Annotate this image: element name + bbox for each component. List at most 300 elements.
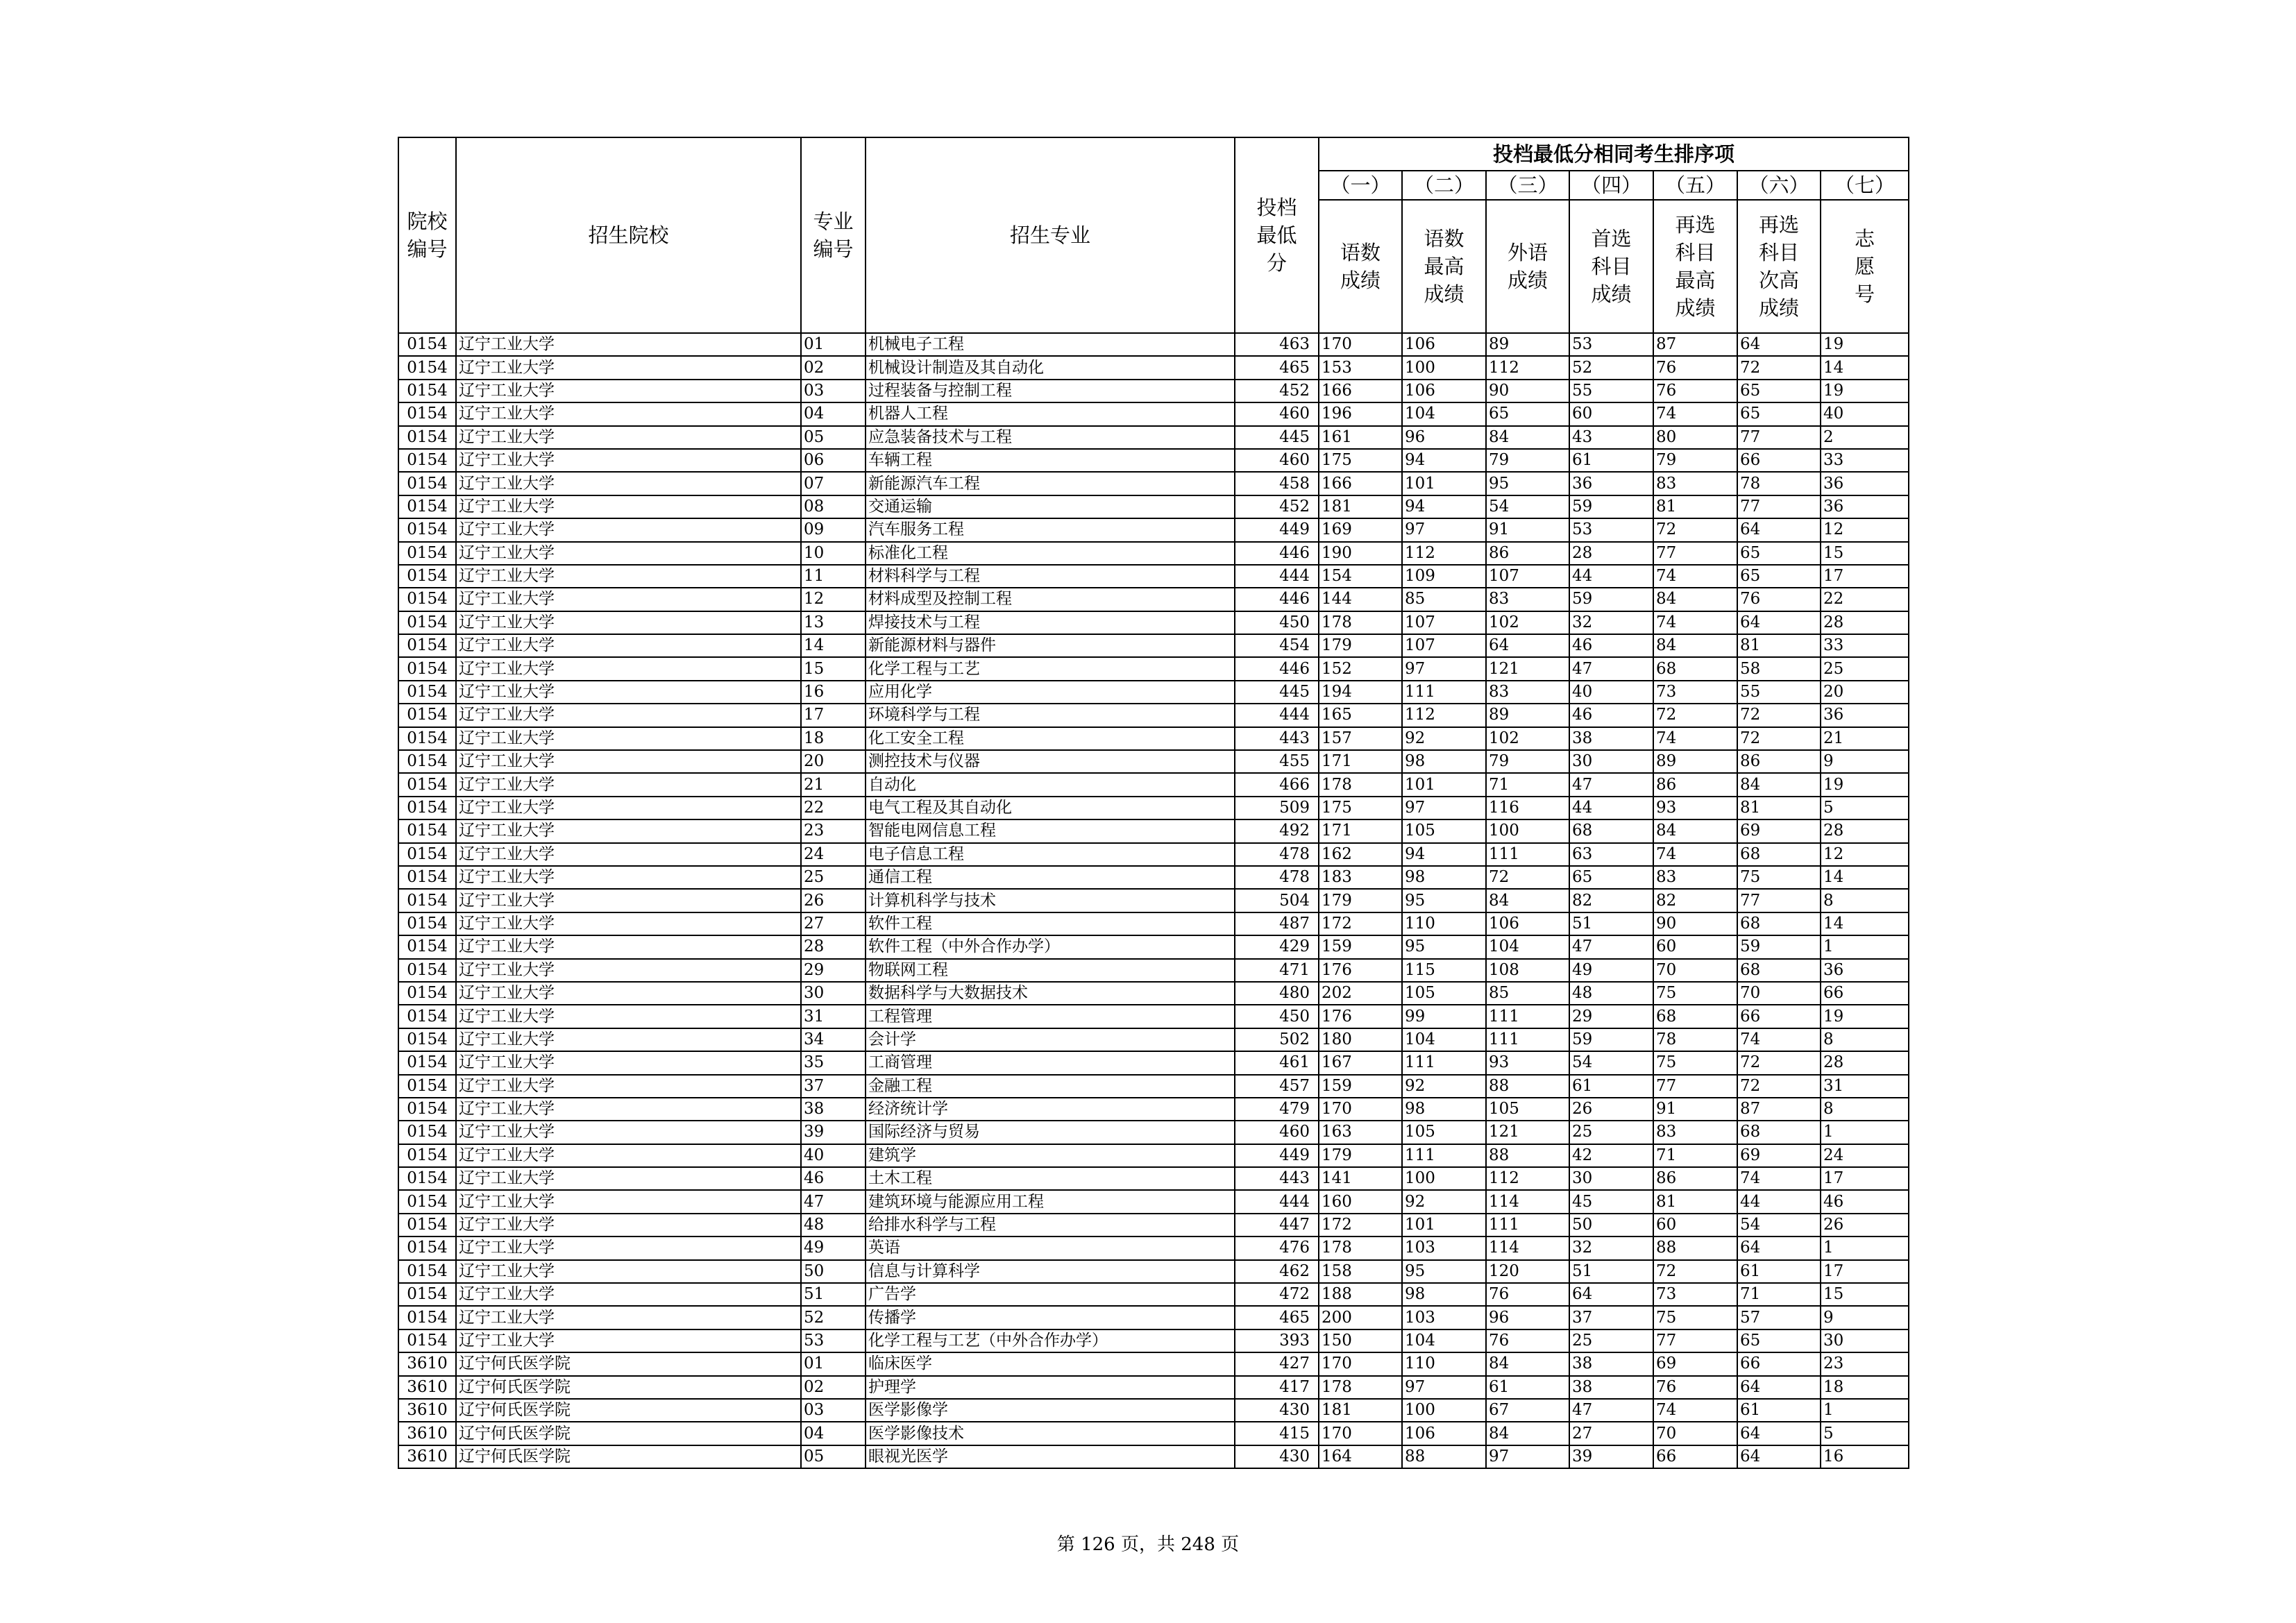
cell-school-name: 辽宁工业大学: [456, 1306, 801, 1329]
cell-reselect-max: 84: [1653, 588, 1737, 611]
cell-yushu-score: 178: [1319, 1237, 1402, 1259]
cell-reselect-second: 68: [1737, 912, 1821, 935]
cell-major-name: 新能源汽车工程: [866, 472, 1235, 495]
cell-min-score: 460: [1235, 449, 1319, 472]
cell-yushu-max: 94: [1402, 495, 1486, 518]
table-row: [398, 1214, 1909, 1237]
cell-school-code: 0154: [398, 1167, 456, 1190]
cell-yushu-score: 200: [1319, 1306, 1402, 1329]
cell-major-code: 02: [801, 1376, 866, 1399]
table-body: [398, 333, 1909, 1468]
cell-min-score: 478: [1235, 866, 1319, 889]
cell-foreign-lang: 121: [1486, 657, 1569, 680]
cell-reselect-second: 59: [1737, 935, 1821, 958]
cell-school-name: 辽宁工业大学: [456, 750, 801, 773]
cell-reselect-max: 86: [1653, 1167, 1737, 1190]
cell-major-name: 建筑学: [866, 1144, 1235, 1167]
cell-choice-no: 1: [1821, 1399, 1909, 1422]
cell-reselect-second: 77: [1737, 426, 1821, 449]
cell-foreign-lang: 79: [1486, 750, 1569, 773]
table-row: [398, 1075, 1909, 1098]
cell-yushu-score: 153: [1319, 356, 1402, 379]
cell-major-name: 化学工程与工艺: [866, 657, 1235, 680]
cell-reselect-second: 74: [1737, 1167, 1821, 1190]
cell-major-code: 53: [801, 1329, 866, 1352]
header-order-4: （四）: [1569, 171, 1653, 200]
cell-school-code: 0154: [398, 704, 456, 726]
cell-choice-no: 66: [1821, 982, 1909, 1005]
cell-reselect-max: 77: [1653, 1075, 1737, 1098]
cell-foreign-lang: 88: [1486, 1144, 1569, 1167]
cell-choice-no: 1: [1821, 935, 1909, 958]
cell-yushu-max: 97: [1402, 657, 1486, 680]
cell-first-subject: 59: [1569, 588, 1653, 611]
cell-first-subject: 61: [1569, 449, 1653, 472]
cell-yushu-max: 92: [1402, 727, 1486, 750]
cell-yushu-max: 106: [1402, 380, 1486, 402]
cell-foreign-lang: 102: [1486, 727, 1569, 750]
cell-first-subject: 60: [1569, 402, 1653, 425]
cell-first-subject: 30: [1569, 750, 1653, 773]
cell-min-score: 492: [1235, 819, 1319, 842]
cell-yushu-max: 111: [1402, 1144, 1486, 1167]
cell-yushu-max: 110: [1402, 912, 1486, 935]
header-item-4: 首选 科目 成绩: [1569, 200, 1653, 333]
cell-school-name: 辽宁工业大学: [456, 1005, 801, 1028]
cell-foreign-lang: 88: [1486, 1075, 1569, 1098]
cell-school-code: 0154: [398, 565, 456, 588]
cell-reselect-max: 71: [1653, 1144, 1737, 1167]
cell-school-name: 辽宁工业大学: [456, 681, 801, 704]
cell-min-score: 449: [1235, 518, 1319, 541]
cell-reselect-max: 87: [1653, 333, 1737, 356]
cell-first-subject: 30: [1569, 1167, 1653, 1190]
cell-major-code: 39: [801, 1121, 866, 1144]
footer-current-page: 126: [1081, 1534, 1115, 1555]
cell-reselect-max: 68: [1653, 657, 1737, 680]
footer-suffix: 页: [1221, 1534, 1240, 1555]
cell-reselect-second: 78: [1737, 472, 1821, 495]
cell-school-name: 辽宁工业大学: [456, 1121, 801, 1144]
cell-choice-no: 36: [1821, 704, 1909, 726]
cell-yushu-max: 95: [1402, 889, 1486, 912]
cell-reselect-max: 86: [1653, 773, 1737, 796]
cell-yushu-max: 92: [1402, 1190, 1486, 1213]
cell-min-score: 461: [1235, 1051, 1319, 1074]
cell-reselect-second: 55: [1737, 681, 1821, 704]
cell-foreign-lang: 84: [1486, 889, 1569, 912]
cell-major-name: 智能电网信息工程: [866, 819, 1235, 842]
cell-yushu-max: 88: [1402, 1445, 1486, 1468]
cell-major-code: 13: [801, 611, 866, 634]
cell-yushu-max: 96: [1402, 426, 1486, 449]
cell-school-name: 辽宁工业大学: [456, 588, 801, 611]
cell-reselect-second: 61: [1737, 1399, 1821, 1422]
cell-first-subject: 53: [1569, 333, 1653, 356]
cell-school-code: 0154: [398, 866, 456, 889]
cell-yushu-max: 105: [1402, 982, 1486, 1005]
table-row: [398, 727, 1909, 750]
cell-choice-no: 36: [1821, 472, 1909, 495]
cell-school-code: 3610: [398, 1399, 456, 1422]
cell-min-score: 449: [1235, 1144, 1319, 1167]
cell-school-code: 0154: [398, 472, 456, 495]
cell-major-name: 车辆工程: [866, 449, 1235, 472]
cell-reselect-second: 68: [1737, 959, 1821, 982]
cell-choice-no: 1: [1821, 1121, 1909, 1144]
cell-choice-no: 40: [1821, 402, 1909, 425]
cell-major-code: 12: [801, 588, 866, 611]
cell-yushu-max: 100: [1402, 1167, 1486, 1190]
cell-major-name: 新能源材料与器件: [866, 634, 1235, 657]
table-row: [398, 495, 1909, 518]
cell-school-code: 0154: [398, 449, 456, 472]
cell-yushu-max: 95: [1402, 1260, 1486, 1283]
cell-major-name: 化工安全工程: [866, 727, 1235, 750]
cell-yushu-score: 161: [1319, 426, 1402, 449]
cell-yushu-score: 163: [1319, 1121, 1402, 1144]
header-item-1: 语数 成绩: [1319, 200, 1402, 333]
cell-major-code: 03: [801, 1399, 866, 1422]
table-row: [398, 1376, 1909, 1399]
cell-reselect-second: 77: [1737, 495, 1821, 518]
cell-school-name: 辽宁工业大学: [456, 1098, 801, 1121]
cell-reselect-max: 90: [1653, 912, 1737, 935]
cell-major-name: 信息与计算科学: [866, 1260, 1235, 1283]
table-row: [398, 866, 1909, 889]
table-row: [398, 588, 1909, 611]
cell-school-code: 0154: [398, 588, 456, 611]
cell-reselect-second: 69: [1737, 1144, 1821, 1167]
cell-min-score: 443: [1235, 1167, 1319, 1190]
cell-yushu-score: 144: [1319, 588, 1402, 611]
cell-reselect-second: 76: [1737, 588, 1821, 611]
cell-choice-no: 33: [1821, 634, 1909, 657]
cell-first-subject: 59: [1569, 495, 1653, 518]
cell-first-subject: 44: [1569, 565, 1653, 588]
table-row: [398, 657, 1909, 680]
cell-major-code: 04: [801, 402, 866, 425]
cell-school-name: 辽宁工业大学: [456, 773, 801, 796]
cell-school-name: 辽宁工业大学: [456, 727, 801, 750]
cell-school-name: 辽宁何氏医学院: [456, 1422, 801, 1445]
cell-school-name: 辽宁工业大学: [456, 402, 801, 425]
cell-major-name: 电气工程及其自动化: [866, 797, 1235, 819]
cell-min-score: 444: [1235, 565, 1319, 588]
cell-foreign-lang: 89: [1486, 704, 1569, 726]
cell-yushu-score: 150: [1319, 1329, 1402, 1352]
cell-reselect-second: 84: [1737, 773, 1821, 796]
cell-yushu-max: 98: [1402, 1283, 1486, 1306]
cell-major-name: 测控技术与仪器: [866, 750, 1235, 773]
cell-major-code: 15: [801, 657, 866, 680]
cell-choice-no: 19: [1821, 773, 1909, 796]
cell-major-name: 医学影像学: [866, 1399, 1235, 1422]
cell-first-subject: 63: [1569, 843, 1653, 866]
table-row: [398, 1190, 1909, 1213]
cell-min-score: 447: [1235, 1214, 1319, 1237]
cell-school-name: 辽宁工业大学: [456, 935, 801, 958]
cell-yushu-max: 105: [1402, 819, 1486, 842]
cell-major-code: 06: [801, 449, 866, 472]
cell-min-score: 446: [1235, 657, 1319, 680]
cell-school-code: 0154: [398, 959, 456, 982]
cell-school-code: 0154: [398, 634, 456, 657]
cell-yushu-max: 98: [1402, 1098, 1486, 1121]
cell-reselect-second: 68: [1737, 843, 1821, 866]
table-row: [398, 1329, 1909, 1352]
table-row: [398, 959, 1909, 982]
cell-major-name: 医学影像技术: [866, 1422, 1235, 1445]
cell-school-name: 辽宁工业大学: [456, 1260, 801, 1283]
cell-foreign-lang: 67: [1486, 1399, 1569, 1422]
cell-major-name: 环境科学与工程: [866, 704, 1235, 726]
cell-yushu-score: 154: [1319, 565, 1402, 588]
cell-min-score: 430: [1235, 1445, 1319, 1468]
cell-foreign-lang: 96: [1486, 1306, 1569, 1329]
cell-first-subject: 61: [1569, 1075, 1653, 1098]
cell-choice-no: 17: [1821, 565, 1909, 588]
cell-school-code: 0154: [398, 912, 456, 935]
cell-school-code: 0154: [398, 426, 456, 449]
cell-major-name: 应用化学: [866, 681, 1235, 704]
cell-choice-no: 2: [1821, 426, 1909, 449]
cell-yushu-score: 181: [1319, 495, 1402, 518]
cell-major-name: 广告学: [866, 1283, 1235, 1306]
cell-yushu-score: 172: [1319, 912, 1402, 935]
cell-yushu-score: 171: [1319, 750, 1402, 773]
cell-reselect-max: 84: [1653, 819, 1737, 842]
cell-major-code: 51: [801, 1283, 866, 1306]
cell-choice-no: 9: [1821, 1306, 1909, 1329]
cell-yushu-score: 179: [1319, 889, 1402, 912]
cell-major-code: 28: [801, 935, 866, 958]
cell-reselect-second: 72: [1737, 704, 1821, 726]
table-row: [398, 1121, 1909, 1144]
cell-min-score: 427: [1235, 1352, 1319, 1375]
cell-school-name: 辽宁工业大学: [456, 518, 801, 541]
cell-reselect-second: 81: [1737, 634, 1821, 657]
cell-major-name: 工程管理: [866, 1005, 1235, 1028]
cell-reselect-second: 65: [1737, 542, 1821, 565]
cell-choice-no: 5: [1821, 1422, 1909, 1445]
cell-choice-no: 24: [1821, 1144, 1909, 1167]
table-row: [398, 889, 1909, 912]
cell-choice-no: 19: [1821, 380, 1909, 402]
cell-school-code: 0154: [398, 657, 456, 680]
table-row: [398, 542, 1909, 565]
cell-major-name: 汽车服务工程: [866, 518, 1235, 541]
cell-reselect-max: 74: [1653, 727, 1737, 750]
cell-choice-no: 28: [1821, 819, 1909, 842]
cell-yushu-score: 166: [1319, 380, 1402, 402]
cell-reselect-max: 80: [1653, 426, 1737, 449]
cell-major-code: 35: [801, 1051, 866, 1074]
cell-choice-no: 23: [1821, 1352, 1909, 1375]
cell-foreign-lang: 114: [1486, 1237, 1569, 1259]
cell-major-code: 52: [801, 1306, 866, 1329]
cell-reselect-second: 75: [1737, 866, 1821, 889]
cell-reselect-max: 60: [1653, 935, 1737, 958]
cell-school-name: 辽宁工业大学: [456, 1190, 801, 1213]
cell-reselect-max: 83: [1653, 866, 1737, 889]
cell-yushu-score: 160: [1319, 1190, 1402, 1213]
cell-first-subject: 82: [1569, 889, 1653, 912]
cell-yushu-score: 170: [1319, 1352, 1402, 1375]
cell-min-score: 487: [1235, 912, 1319, 935]
cell-yushu-score: 190: [1319, 542, 1402, 565]
header-major-name: 招生专业: [866, 137, 1235, 333]
cell-yushu-max: 104: [1402, 1028, 1486, 1051]
cell-min-score: 466: [1235, 773, 1319, 796]
cell-yushu-score: 166: [1319, 472, 1402, 495]
cell-major-code: 26: [801, 889, 866, 912]
cell-min-score: 445: [1235, 681, 1319, 704]
cell-major-code: 04: [801, 1422, 866, 1445]
cell-foreign-lang: 104: [1486, 935, 1569, 958]
cell-first-subject: 55: [1569, 380, 1653, 402]
cell-major-code: 29: [801, 959, 866, 982]
cell-reselect-second: 65: [1737, 565, 1821, 588]
cell-major-code: 27: [801, 912, 866, 935]
cell-yushu-max: 101: [1402, 773, 1486, 796]
cell-school-code: 0154: [398, 1329, 456, 1352]
cell-foreign-lang: 71: [1486, 773, 1569, 796]
cell-foreign-lang: 83: [1486, 681, 1569, 704]
cell-major-name: 临床医学: [866, 1352, 1235, 1375]
cell-school-code: 0154: [398, 935, 456, 958]
cell-foreign-lang: 86: [1486, 542, 1569, 565]
cell-major-code: 05: [801, 1445, 866, 1468]
cell-major-code: 20: [801, 750, 866, 773]
cell-school-name: 辽宁工业大学: [456, 866, 801, 889]
cell-reselect-max: 70: [1653, 1422, 1737, 1445]
cell-first-subject: 65: [1569, 866, 1653, 889]
table-row: [398, 704, 1909, 726]
cell-school-code: 0154: [398, 750, 456, 773]
cell-min-score: 476: [1235, 1237, 1319, 1259]
cell-foreign-lang: 85: [1486, 982, 1569, 1005]
cell-major-code: 01: [801, 1352, 866, 1375]
cell-major-code: 14: [801, 634, 866, 657]
table-row: [398, 750, 1909, 773]
cell-major-code: 16: [801, 681, 866, 704]
cell-first-subject: 25: [1569, 1121, 1653, 1144]
cell-min-score: 458: [1235, 472, 1319, 495]
cell-first-subject: 52: [1569, 356, 1653, 379]
cell-first-subject: 40: [1569, 681, 1653, 704]
cell-reselect-max: 68: [1653, 1005, 1737, 1028]
cell-yushu-score: 202: [1319, 982, 1402, 1005]
cell-reselect-max: 78: [1653, 1028, 1737, 1051]
cell-school-code: 3610: [398, 1376, 456, 1399]
cell-yushu-max: 111: [1402, 1051, 1486, 1074]
cell-reselect-max: 73: [1653, 1283, 1737, 1306]
cell-choice-no: 9: [1821, 750, 1909, 773]
cell-major-code: 47: [801, 1190, 866, 1213]
cell-yushu-score: 159: [1319, 1075, 1402, 1098]
cell-foreign-lang: 105: [1486, 1098, 1569, 1121]
table-row: [398, 565, 1909, 588]
cell-foreign-lang: 120: [1486, 1260, 1569, 1283]
cell-yushu-score: 183: [1319, 866, 1402, 889]
cell-reselect-max: 72: [1653, 1260, 1737, 1283]
cell-major-code: 50: [801, 1260, 866, 1283]
cell-foreign-lang: 111: [1486, 843, 1569, 866]
cell-school-name: 辽宁工业大学: [456, 704, 801, 726]
cell-reselect-second: 69: [1737, 819, 1821, 842]
cell-major-name: 自动化: [866, 773, 1235, 796]
table-row: [398, 773, 1909, 796]
cell-major-name: 土木工程: [866, 1167, 1235, 1190]
table-row: [398, 1306, 1909, 1329]
cell-yushu-score: 141: [1319, 1167, 1402, 1190]
cell-yushu-max: 101: [1402, 472, 1486, 495]
cell-school-code: 0154: [398, 611, 456, 634]
cell-yushu-max: 97: [1402, 518, 1486, 541]
header-order-5: （五）: [1653, 171, 1737, 200]
cell-major-code: 46: [801, 1167, 866, 1190]
cell-school-code: 0154: [398, 727, 456, 750]
table-row: [398, 1144, 1909, 1167]
cell-reselect-max: 72: [1653, 518, 1737, 541]
cell-reselect-max: 81: [1653, 495, 1737, 518]
cell-major-name: 软件工程: [866, 912, 1235, 935]
cell-yushu-score: 169: [1319, 518, 1402, 541]
cell-school-name: 辽宁工业大学: [456, 889, 801, 912]
cell-major-code: 48: [801, 1214, 866, 1237]
cell-school-code: 0154: [398, 1075, 456, 1098]
cell-yushu-score: 179: [1319, 634, 1402, 657]
cell-foreign-lang: 72: [1486, 866, 1569, 889]
footer-prefix: 第: [1056, 1534, 1075, 1555]
table-row: [398, 1445, 1909, 1468]
cell-major-code: 30: [801, 982, 866, 1005]
cell-first-subject: 49: [1569, 959, 1653, 982]
cell-school-name: 辽宁工业大学: [456, 819, 801, 842]
cell-yushu-max: 95: [1402, 935, 1486, 958]
cell-first-subject: 27: [1569, 1422, 1653, 1445]
page-footer: [0, 1530, 2296, 1556]
cell-major-code: 34: [801, 1028, 866, 1051]
header-school-name: 招生院校: [456, 137, 801, 333]
cell-first-subject: 47: [1569, 935, 1653, 958]
cell-min-score: 465: [1235, 356, 1319, 379]
cell-choice-no: 8: [1821, 1028, 1909, 1051]
cell-yushu-score: 181: [1319, 1399, 1402, 1422]
cell-school-code: 0154: [398, 402, 456, 425]
cell-choice-no: 28: [1821, 1051, 1909, 1074]
cell-school-code: 0154: [398, 1237, 456, 1259]
cell-yushu-max: 107: [1402, 611, 1486, 634]
cell-school-code: 0154: [398, 518, 456, 541]
cell-first-subject: 47: [1569, 773, 1653, 796]
cell-choice-no: 15: [1821, 542, 1909, 565]
cell-school-name: 辽宁工业大学: [456, 611, 801, 634]
header-order-2: （二）: [1402, 171, 1486, 200]
cell-school-code: 0154: [398, 1144, 456, 1167]
cell-reselect-max: 75: [1653, 1051, 1737, 1074]
cell-reselect-max: 83: [1653, 472, 1737, 495]
cell-reselect-second: 86: [1737, 750, 1821, 773]
cell-major-name: 给排水科学与工程: [866, 1214, 1235, 1237]
cell-first-subject: 59: [1569, 1028, 1653, 1051]
cell-yushu-score: 157: [1319, 727, 1402, 750]
cell-first-subject: 39: [1569, 1445, 1653, 1468]
table-row: [398, 518, 1909, 541]
header-order-6: （六）: [1737, 171, 1821, 200]
cell-first-subject: 50: [1569, 1214, 1653, 1237]
